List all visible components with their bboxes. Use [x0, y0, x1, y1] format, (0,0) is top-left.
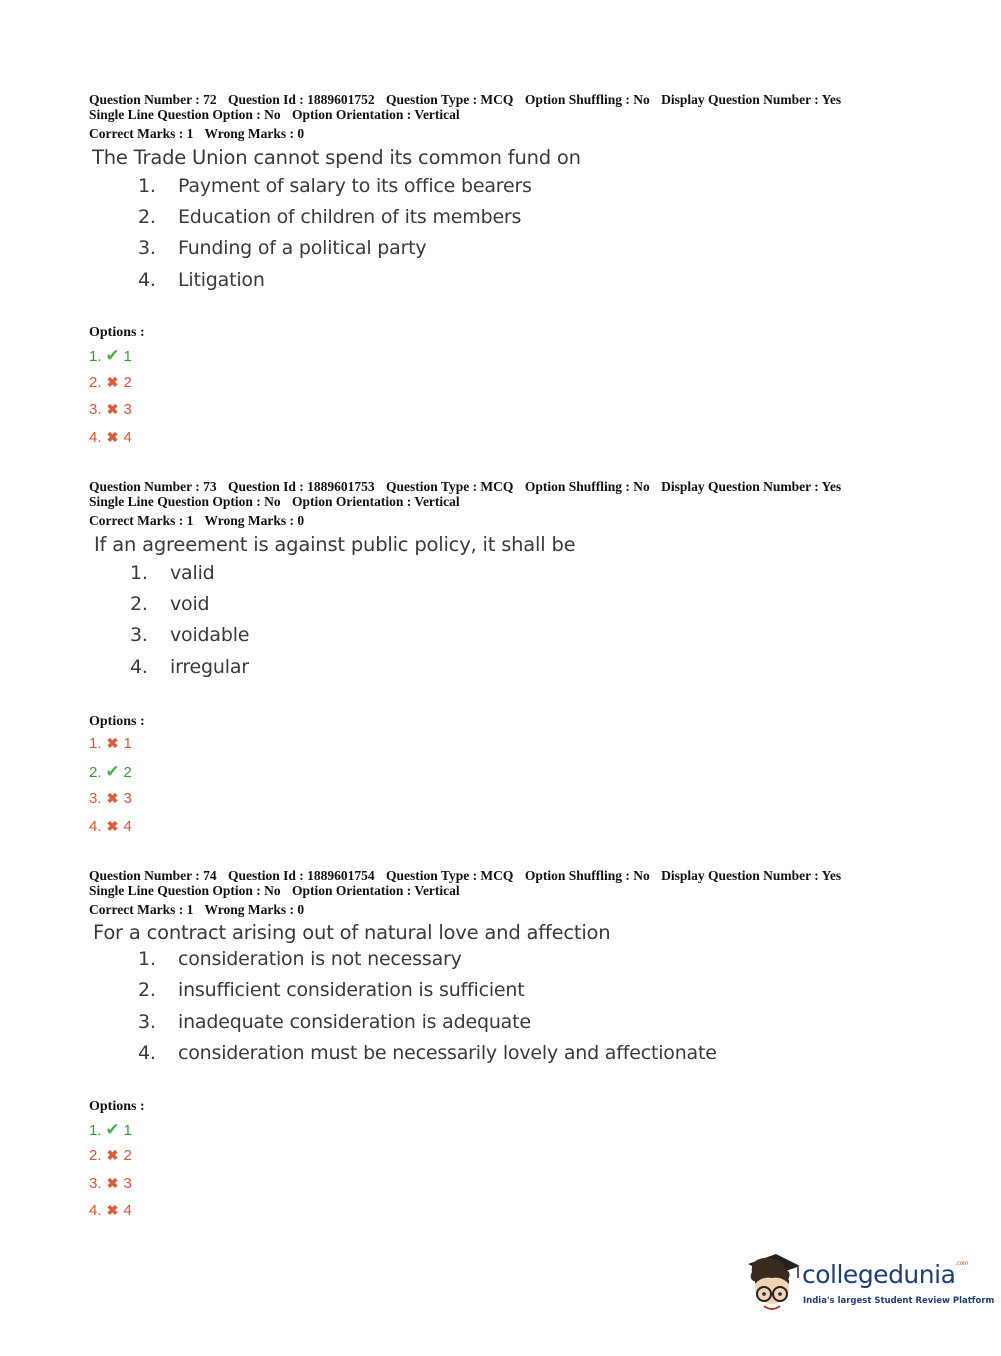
cross-icon: ✖	[106, 401, 119, 417]
options-label: Options :	[89, 1099, 145, 1114]
question-marks: Correct Marks : 1 Wrong Marks : 0	[89, 902, 305, 917]
logo-wordmark: collegedunia$^{.com}$	[802, 1260, 969, 1289]
option-3: 3. ✖ 3	[89, 1175, 132, 1192]
cross-icon: ✖	[106, 429, 119, 445]
option-4: 4. ✖ 4	[89, 1202, 132, 1219]
option-2: 2. ✔ 2	[89, 762, 132, 781]
check-icon: ✔	[105, 1120, 120, 1139]
option-1: 1. ✖ 1	[89, 735, 132, 752]
choice-3: 3. Funding of a political party	[138, 237, 427, 259]
choice-3: 3. voidable	[130, 624, 250, 646]
question-text: If an agreement is against public policy, it shall be	[94, 533, 576, 556]
option-4: 4. ✖ 4	[89, 818, 132, 835]
question-marks: Correct Marks : 1 Wrong Marks : 0	[89, 126, 305, 141]
option-3: 3. ✖ 3	[89, 401, 132, 418]
choice-1: 1. valid	[130, 562, 215, 584]
check-icon: ✔	[105, 346, 120, 365]
choice-1: 1. Payment of salary to its office bearers	[138, 175, 532, 197]
option-1: 1. ✔ 1	[89, 346, 132, 365]
option-1: 1. ✔ 1	[89, 1120, 132, 1139]
question-meta: Question Number : 74 Question Id : 1889601754 Question Type : MCQ Option Shuffling : No Display Question Number : Yes Single Line Question Option : No Option Orientation : Vertical	[89, 868, 842, 898]
cross-icon: ✖	[106, 1147, 119, 1163]
choice-3: 3. inadequate consideration is adequate	[138, 1011, 531, 1033]
option-4: 4. ✖ 4	[89, 429, 132, 446]
choice-1: 1. consideration is not necessary	[138, 948, 462, 970]
cross-icon: ✖	[106, 1175, 119, 1191]
option-2: 2. ✖ 2	[89, 1147, 132, 1164]
question-text: The Trade Union cannot spend its common fund on	[92, 146, 581, 169]
choice-2: 2. insufficient consideration is sufficient	[138, 979, 525, 1001]
collegedunia-logo	[742, 1250, 995, 1320]
choice-2: 2. Education of children of its members	[138, 206, 522, 228]
cross-icon: ✖	[106, 1202, 119, 1218]
options-label: Options :	[89, 325, 145, 340]
logo-tagline: India's largest Student Review Platform	[803, 1296, 995, 1306]
option-3: 3. ✖ 3	[89, 790, 132, 807]
cross-icon: ✖	[106, 790, 119, 806]
choice-2: 2. void	[130, 593, 210, 615]
question-meta: Question Number : 72 Question Id : 1889601752 Question Type : MCQ Option Shuffling : No Display Question Number : Yes Single Line Question Option : No Option Orientation : Vertical	[89, 92, 842, 122]
cross-icon: ✖	[106, 818, 119, 834]
question-text: For a contract arising out of natural love and affection	[93, 921, 611, 944]
options-label: Options :	[89, 714, 145, 729]
choice-4: 4. Litigation	[138, 269, 265, 291]
question-meta: Question Number : 73 Question Id : 1889601753 Question Type : MCQ Option Shuffling : No Display Question Number : Yes Single Line Question Option : No Option Orientation : Vertical	[89, 479, 842, 509]
choice-4: 4. irregular	[130, 656, 249, 678]
graduate-mascot-icon	[742, 1250, 802, 1320]
option-2: 2. ✖ 2	[89, 374, 132, 391]
cross-icon: ✖	[106, 735, 119, 751]
cross-icon: ✖	[106, 374, 119, 390]
check-icon: ✔	[105, 762, 120, 781]
question-marks: Correct Marks : 1 Wrong Marks : 0	[89, 513, 305, 528]
choice-4: 4. consideration must be necessarily lovely and affectionate	[138, 1042, 717, 1064]
